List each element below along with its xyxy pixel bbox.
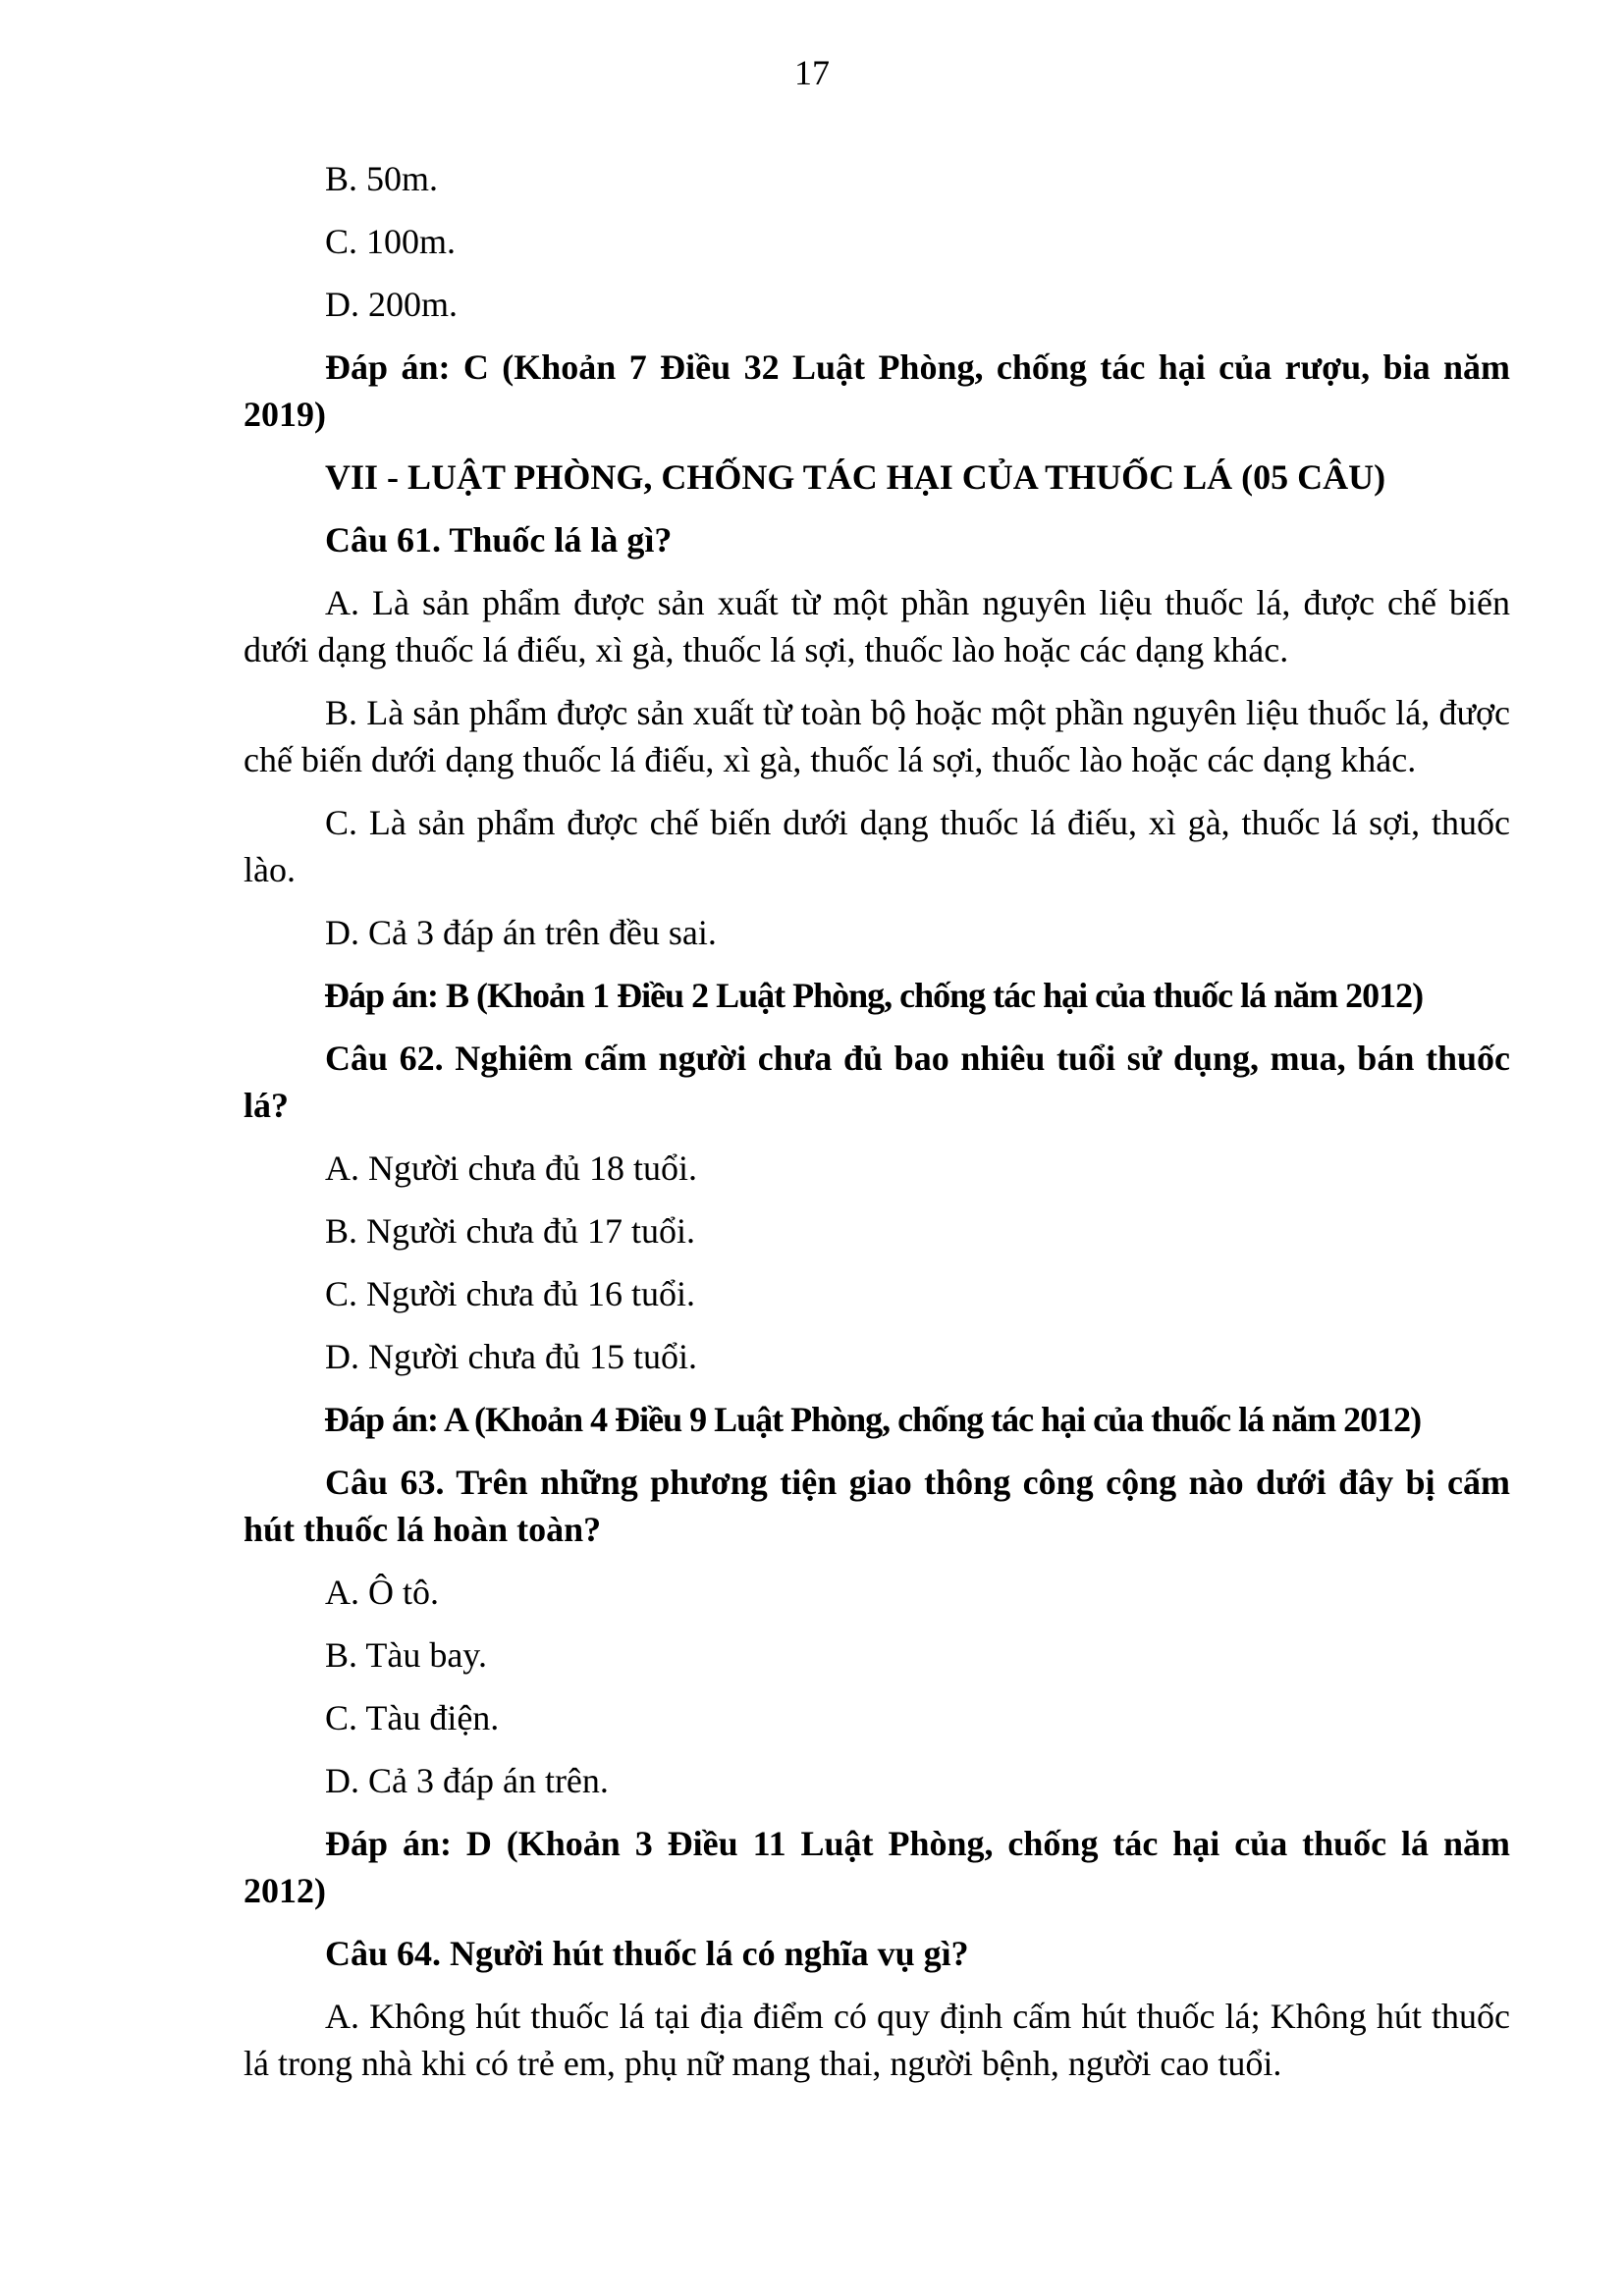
- question: Câu 64. Người hút thuốc lá có nghĩa vụ gì?: [325, 1934, 969, 1973]
- answer-reference: Đáp án: A (Khoản 4 Điều 9 Luật Phòng, chống tác hại của thuốc lá năm 2012): [324, 1400, 1422, 1439]
- answer-option: C. Là sản phẩm được chế biến dưới dạng thuốc lá điếu, xì gà, thuốc lá sợi, thuốc lào.: [244, 803, 1510, 889]
- answer-option: C. Người chưa đủ 16 tuổi.: [325, 1274, 696, 1313]
- section-heading: VII - LUẬT PHÒNG, CHỐNG TÁC HẠI CỦA THUỐC LÁ (05 CÂU): [325, 457, 1386, 497]
- answer-option: D. Người chưa đủ 15 tuổi.: [325, 1337, 698, 1376]
- answer-option: A. Người chưa đủ 18 tuổi.: [325, 1148, 698, 1188]
- answer-reference: Đáp án: D (Khoản 3 Điều 11 Luật Phòng, chống tác hại của thuốc lá năm 2012): [244, 1824, 1510, 1910]
- answer-option: A. Là sản phẩm được sản xuất từ một phần nguyên liệu thuốc lá, được chế biến dưới dạng thuốc lá điếu, xì gà, thuốc lá sợi, thuốc lào hoặc các dạng khác.: [244, 583, 1510, 669]
- page-number: 17: [794, 53, 830, 92]
- answer-option: B. 50m.: [325, 159, 439, 198]
- page-content: [244, 155, 1510, 2103]
- answer-option: A. Ô tô.: [325, 1573, 439, 1612]
- answer-option: B. Người chưa đủ 17 tuổi.: [325, 1211, 696, 1251]
- answer-reference: Đáp án: B (Khoản 1 Điều 2 Luật Phòng, chống tác hại của thuốc lá năm 2012): [324, 976, 1424, 1015]
- answer-option: D. 200m.: [325, 285, 458, 324]
- question: Câu 63. Trên những phương tiện giao thông công cộng nào dưới đây bị cấm hút thuốc lá hoàn toàn?: [244, 1463, 1510, 1549]
- answer-option: B. Tàu bay.: [325, 1635, 487, 1675]
- answer-option: C. Tàu điện.: [325, 1698, 500, 1737]
- answer-option: C. 100m.: [325, 222, 457, 261]
- question: Câu 61. Thuốc lá là gì?: [325, 520, 673, 560]
- answer-reference: Đáp án: C (Khoản 7 Điều 32 Luật Phòng, chống tác hại của rượu, bia năm 2019): [244, 347, 1510, 434]
- answer-option: B. Là sản phẩm được sản xuất từ toàn bộ hoặc một phần nguyên liệu thuốc lá, được chế biến dưới dạng thuốc lá điếu, xì gà, thuốc lá sợi, thuốc lào hoặc các dạng khác.: [244, 693, 1510, 779]
- answer-option: A. Không hút thuốc lá tại địa điểm có quy định cấm hút thuốc lá; Không hút thuốc lá trong nhà khi có trẻ em, phụ nữ mang thai, người bệnh, người cao tuổi.: [244, 1997, 1510, 2083]
- answer-option: D. Cả 3 đáp án trên đều sai.: [325, 913, 717, 952]
- question: Câu 62. Nghiêm cấm người chưa đủ bao nhiêu tuổi sử dụng, mua, bán thuốc lá?: [244, 1039, 1510, 1125]
- answer-option: D. Cả 3 đáp án trên.: [325, 1761, 609, 1800]
